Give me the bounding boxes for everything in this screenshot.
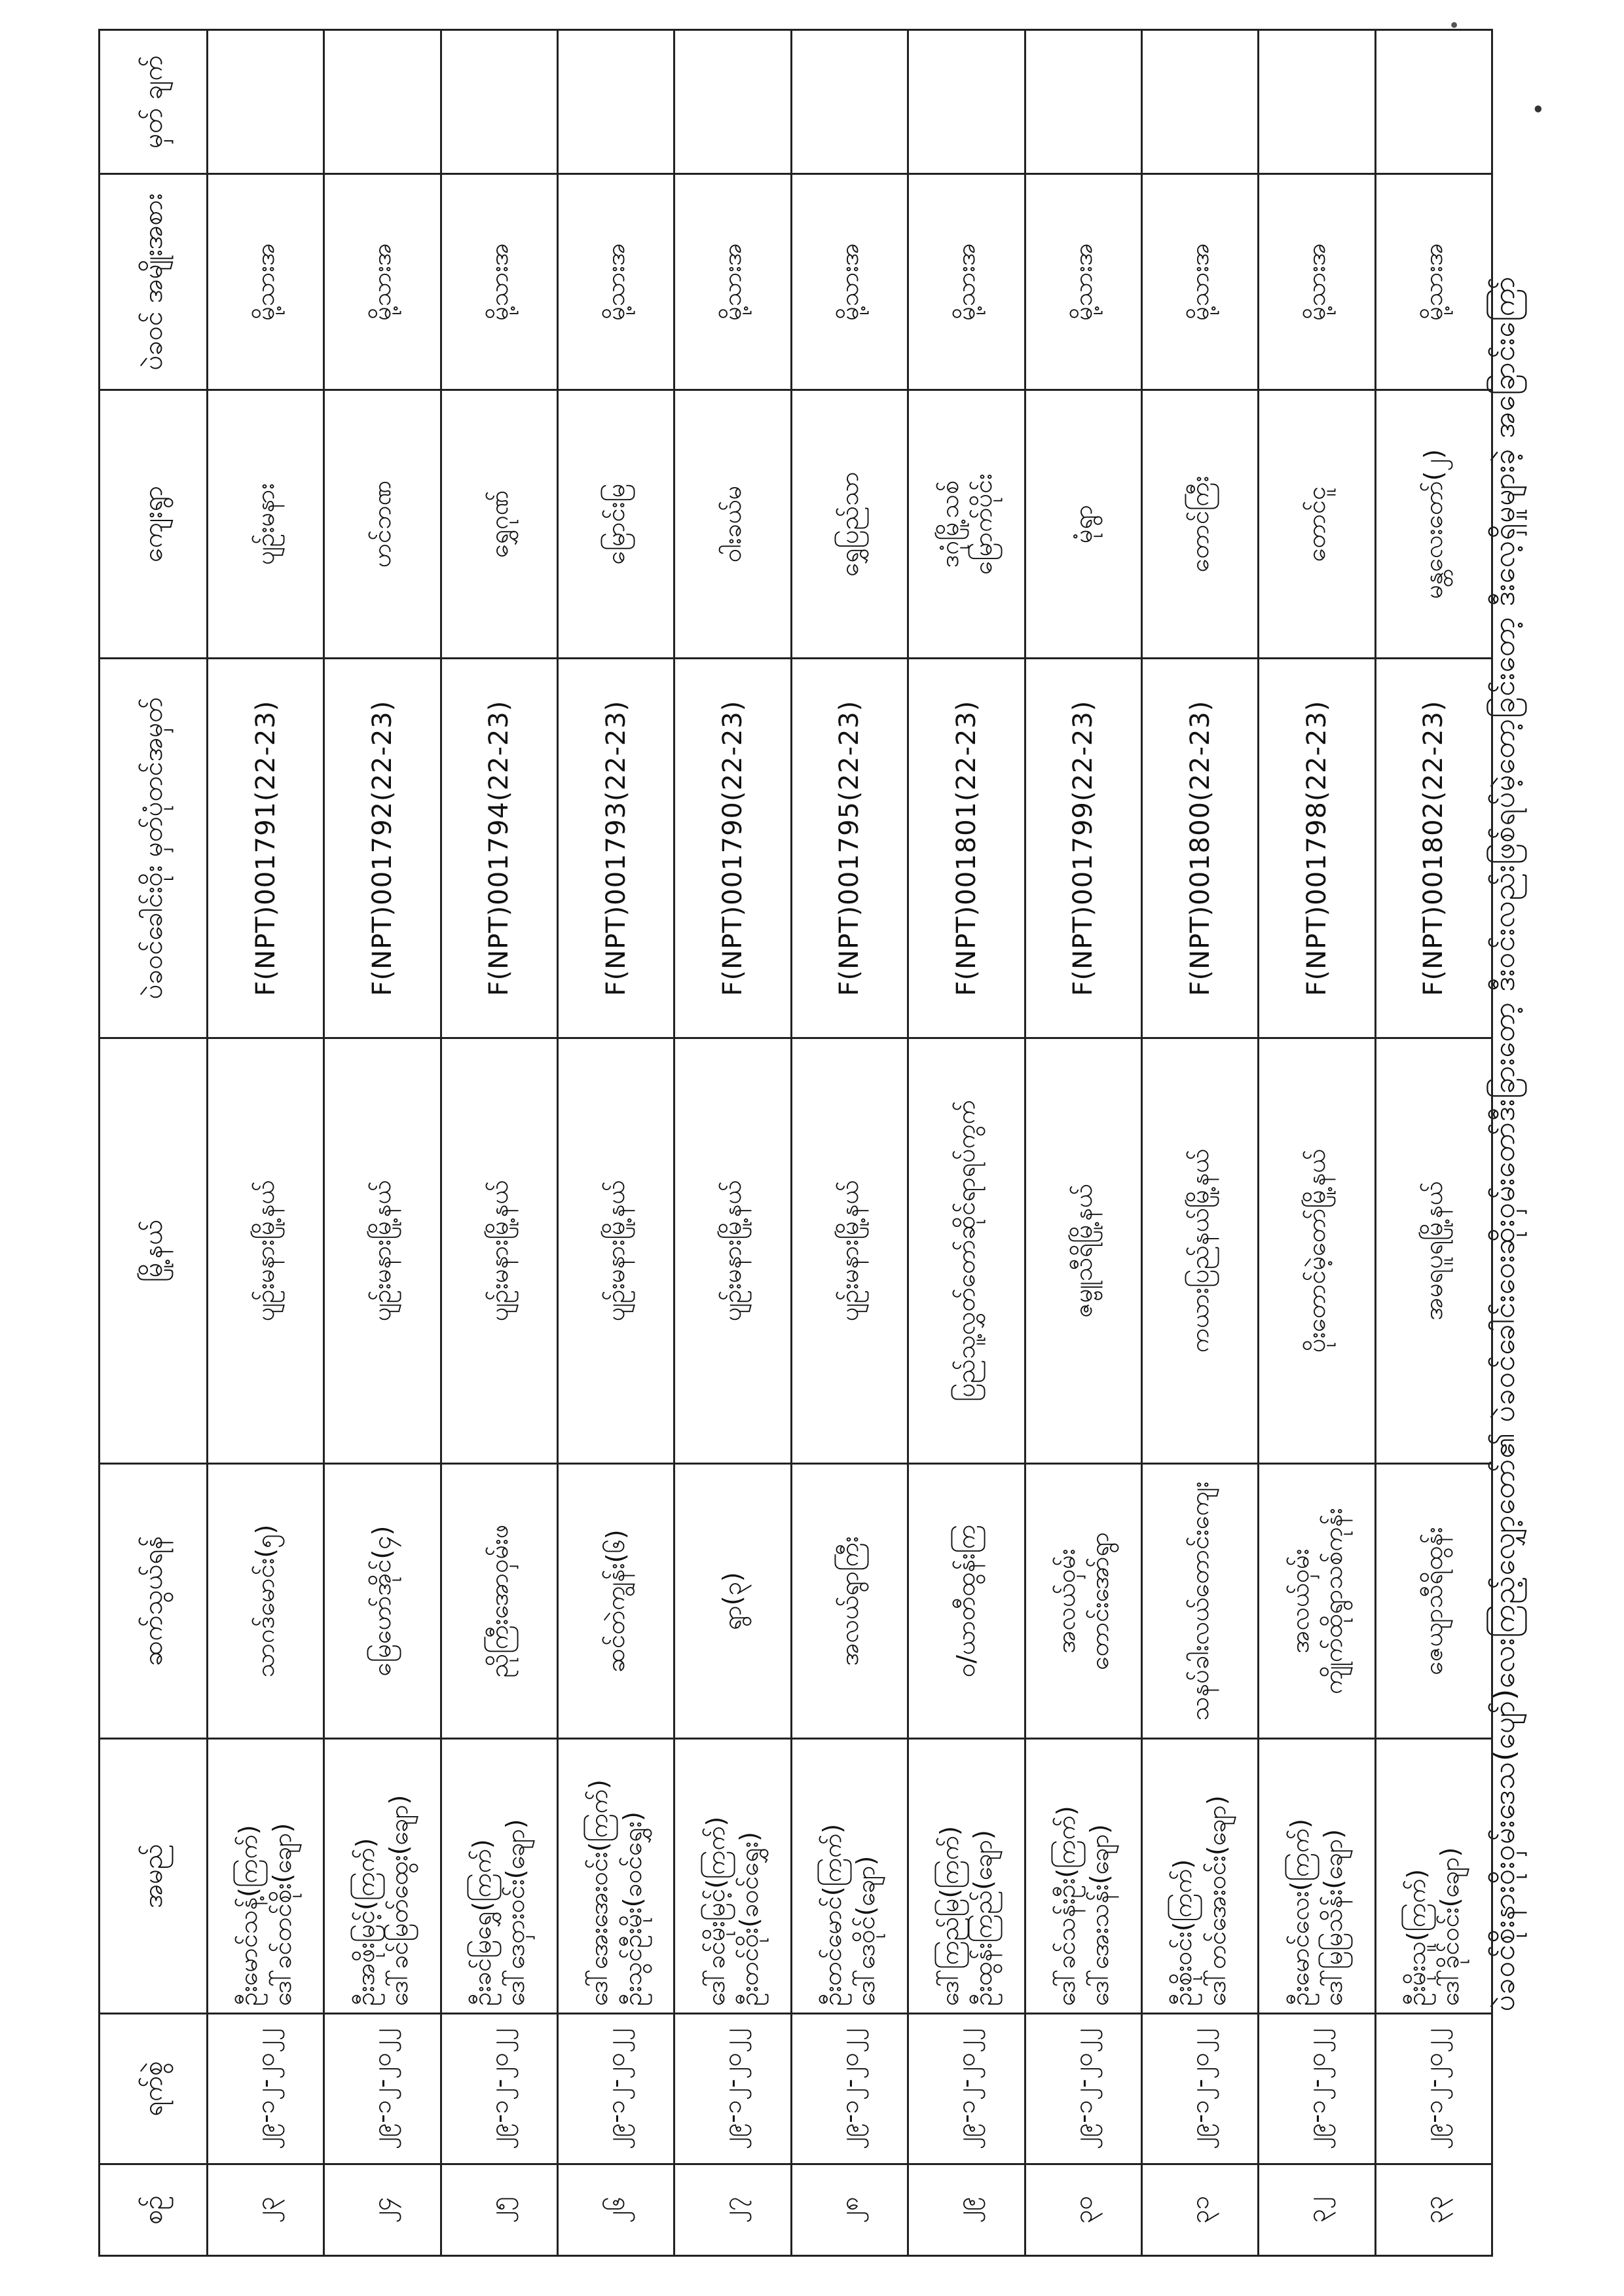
cell-address: သာဂဒ်မောင်း(၅): [208, 1464, 324, 1739]
cell-reg-no: F(NPT)001801(22-23): [908, 659, 1025, 1038]
cell-name: ဦးမောင်လေး(ကြက်) ဒေါ်မြမြသိန်း(ချော): [1259, 1739, 1375, 2014]
cell-address: ညိုကြီးအောဝှမ်းဖ: [441, 1464, 557, 1739]
header-no: စဥ်: [100, 2164, 208, 2256]
table-row: [208, 30, 324, 2256]
cell-date: ၂၉-၁၂-၂၀၂၂: [324, 2014, 441, 2164]
cell-reg-no: F(NPT)001798(22-23): [1259, 659, 1375, 1038]
cell-remark: [558, 30, 674, 174]
table-row: [908, 30, 1025, 2256]
cell-village: ဝါးခယ်မ: [674, 390, 791, 659]
cell-date: ၂၉-၁၂-၂၀၂၂: [441, 2014, 557, 2164]
table-row: [1025, 30, 1141, 2256]
cell-name: ဒေါ်ကြည်မြ(ကြက်) ဦးထွန်းကြည်(ချော): [908, 1739, 1025, 2014]
cell-remark: [1375, 30, 1492, 174]
cell-township: ပျဉ်းမနားမြို့နယ်: [441, 1038, 557, 1464]
header-crop-type: ပဲခဝင် အမျိုးအစား: [100, 174, 208, 390]
cell-no: ၃၂: [1259, 2164, 1375, 2256]
cell-no: ၂၈: [791, 2164, 908, 2256]
cell-no: ၂၆: [558, 2164, 674, 2256]
cell-reg-no: F(NPT)001794(22-23): [441, 659, 557, 1038]
cell-village: ဒဂုံမြို့သစ် မြောက်ပိုင်း: [908, 390, 1025, 659]
cell-township: ကယားပြည်နယ်မြို့နယ်: [1141, 1038, 1258, 1464]
table-row: [558, 30, 674, 2256]
cell-remark: [324, 30, 441, 174]
cell-reg-no: F(NPT)001791(22-23): [208, 659, 324, 1038]
cell-reg-no: F(NPT)001793(22-23): [558, 659, 674, 1038]
cell-address: အလယ်ဝှမ်း ကျိုက်ထိုရွာသစ်ကုန်း: [1259, 1464, 1375, 1739]
header-date: ရက်စွဲ: [100, 2014, 208, 2164]
table-row: [1375, 30, 1492, 2256]
cell-village: တောင်ငူ: [1259, 390, 1375, 659]
cell-name: ဒေါ်အေးအေးဝင်း(ကြက်) ဦးသွင်ဦးမိုး(ခဝင်ရွှေး): [558, 1739, 674, 2014]
cell-remark: [908, 30, 1025, 174]
table-row: [324, 30, 441, 2256]
cell-date: ၂၉-၁၂-၂၀၂၂: [1375, 2014, 1492, 2164]
cell-address: အလယ်ရွာကြီး: [791, 1464, 908, 1739]
margin-mark: •: [1526, 101, 1553, 116]
cell-date: ၂၉-၁၂-၂၀၂၂: [558, 2014, 674, 2164]
table-row: [674, 30, 791, 2256]
header-reg-no: ပဲခဝင်ခေါင်းဝိုး မှတ်ပုံတင်အမှတ်: [100, 659, 208, 1038]
cell-crop-type: မို့သားအ: [208, 174, 324, 390]
cell-crop-type: မို့သားအ: [1259, 174, 1375, 390]
cell-date: ၂၉-၁၂-၂၀၂၂: [1259, 2014, 1375, 2164]
cell-no: ၂၇: [674, 2164, 791, 2256]
cell-township: ပျဉ်းမနားမြို့နယ်: [674, 1038, 791, 1464]
cell-date: ၂၉-၁၂-၂၀၂၂: [674, 2014, 791, 2164]
cell-crop-type: မို့သားအ: [1141, 174, 1258, 390]
cell-no: ၂၉: [908, 2164, 1025, 2256]
cell-township: အမရပူရမြို့နယ်: [1375, 1038, 1492, 1464]
cell-name: ဒေါ်ခင်သန်းဦး(ကြက်) ဒေါ်အေးသန်း(ချော): [1025, 1739, 1141, 2014]
cell-crop-type: မို့သားအ: [791, 174, 908, 390]
cell-address: ဆင်တဲကျွန်း(၆): [558, 1464, 674, 1739]
cell-remark: [1025, 30, 1141, 174]
cell-remark: [674, 30, 791, 174]
cell-address: ဝ/ယာတီထွန်းကြ: [908, 1464, 1025, 1739]
document-title: ပဲခဝင်စိုးနားဝိုးဝှမ်းဒေသ(ပျော်)လေးကြည့်လျှော့တော်၏ ပဲခဝင်ခေါင်းဝေးဆိုးဝှမ်းတော်ဒီးခြားတော့ ဒီးဝင်းလည်းဖြစ်ရပ်မဲ့တော့ခြင်းတော့ ဒီးလေ့ရှိမှုများခဲ့ အခြောင်းကြော်: [1488, 276, 1521, 2012]
cell-address: ရွာ(၃): [674, 1464, 791, 1739]
cell-name: ဦးခင်မြရွှေ(ကြက်) ဒေါ်ဒေဝှားဝင်း(ချော): [441, 1739, 557, 2014]
cell-crop-type: မို့သားအ: [324, 174, 441, 390]
cell-date: ၂၉-၁၂-၂၀၂၂: [1141, 2014, 1258, 2164]
cell-no: ၂၃: [208, 2164, 324, 2256]
cell-address: အလယ်ဝှမ်း တောင်းအော်ရွာ: [1025, 1464, 1141, 1739]
cell-village: ရွှေဂုဏ်: [441, 390, 557, 659]
cell-remark: [1259, 30, 1375, 174]
cell-address: ဇေယျာသီရိထွန်း: [1375, 1464, 1492, 1739]
cell-village: မြောင်းမြ: [558, 390, 674, 659]
cell-township: ပျဉ်းမနားမြို့နယ်: [558, 1038, 674, 1464]
cell-crop-type: မို့သားအ: [1375, 174, 1492, 390]
table-row: [441, 30, 557, 2256]
cell-name: ဒေါ်ခင်မိုးမြင့်(ကြက်) ဦးတင်ဝိုး(ခဝင်ရွှေး): [674, 1739, 791, 2014]
cell-village: မန္တလေးတော်(၂): [1375, 390, 1492, 659]
corner-mark: •: [1444, 19, 1467, 31]
cell-reg-no: F(NPT)001792(22-23): [324, 659, 441, 1038]
cell-village: ရွှေပြည်သာ: [791, 390, 908, 659]
cell-crop-type: မို့သားအ: [908, 174, 1025, 390]
header-address: ဆက်သွယ်ရန်: [100, 1464, 208, 1739]
header-village: ကျေးရွာ: [100, 390, 208, 659]
cell-date: ၂၉-၁၂-၂၀၂၂: [791, 2014, 908, 2164]
cell-reg-no: F(NPT)001799(22-23): [1025, 659, 1141, 1038]
cell-remark: [791, 30, 908, 174]
cell-name: ဦးမောင်သန့်(ကြက်) ဒေါ်ခင်တင်စိုး(ချော): [208, 1739, 324, 2014]
cell-township: ပျဉ်းမနားမြို့နယ်: [208, 1038, 324, 1464]
cell-no: ၂၅: [441, 2164, 557, 2256]
cell-reg-no: F(NPT)001795(22-23): [791, 659, 908, 1038]
cell-remark: [208, 30, 324, 174]
cell-name: ဦးတင်မောင်(ကြက်) ဒေါ်ဒေဝိုင်(ချော): [791, 1739, 908, 2014]
cell-no: ၂၄: [324, 2164, 441, 2256]
cell-village: တောင်ကြီး: [1141, 390, 1258, 659]
cell-name: ဦးအဖိုးမြင့်(ကြက်) ဒေါ်ခင်မြတ်ထွေး(ချော): [324, 1739, 441, 2014]
cell-village: ပျဉ်းမနား: [208, 390, 324, 659]
header-row: [100, 30, 208, 2256]
cell-crop-type: မို့သားအ: [558, 174, 674, 390]
table-row: [1141, 30, 1258, 2256]
cell-reg-no: F(NPT)001800(22-23): [1141, 659, 1258, 1038]
cell-remark: [1141, 30, 1258, 174]
cell-crop-type: မို့သားအ: [1025, 174, 1141, 390]
cell-crop-type: မို့သားအ: [441, 174, 557, 390]
table-body: [208, 30, 1492, 2256]
cell-reg-no: F(NPT)001802(22-23): [1375, 659, 1492, 1038]
cell-no: ၃၀: [1025, 2164, 1141, 2256]
cell-no: ၃၁: [1141, 2164, 1258, 2256]
cell-township: ပျဉ်းမနားမြို့နယ်: [791, 1038, 908, 1464]
cell-reg-no: F(NPT)001790(22-23): [674, 659, 791, 1038]
cell-address: မြေဟော်အိုင်(၄): [324, 1464, 441, 1739]
cell-township: ပျဉ်းမနားမြို့နယ်: [324, 1038, 441, 1464]
cell-name: ဦးမိုးသူ(ကြက်) ဒေါ်ခိုင်ဝင်း(ချော): [1375, 1739, 1492, 2014]
header-township: မြို့နယ်: [100, 1038, 208, 1464]
table-row: [1259, 30, 1375, 2256]
cell-no: ၃၃: [1375, 2164, 1492, 2256]
cell-township: ပိုးတောင်မဲ့တော်မြို့နယ်: [1259, 1038, 1375, 1464]
cell-village: မုံရွာ: [1025, 390, 1141, 659]
cell-address: သနပ်ခါးလယ်တောင်းကျေး: [1141, 1464, 1258, 1739]
table-row: [791, 30, 908, 2256]
cell-date: ၂၉-၁၂-၂၀၂၂: [908, 2014, 1025, 2164]
cell-township: ဇမ္ဗူသီရိမြို့နယ်: [1025, 1038, 1141, 1464]
cell-remark: [441, 30, 557, 174]
cell-township: ပြည်သူ့လွှတ်တော်ဆိုင်ရာရပ်ကွက်: [908, 1038, 1025, 1464]
cell-crop-type: မို့သားအ: [674, 174, 791, 390]
cell-date: ၂၉-၁၂-၂၀၂၂: [1025, 2014, 1141, 2164]
header-name: အမည်: [100, 1739, 208, 2014]
cell-name: ဦးစိုးဝင်း(ကြက်) ဒေါ်တင်အေးဝင်း(ချော): [1141, 1739, 1258, 2014]
records-table: [98, 29, 1493, 2257]
cell-date: ၂၉-၁၂-၂၀၂၂: [208, 2014, 324, 2164]
header-remark: မှတ် ချက်: [100, 30, 208, 174]
cell-village: ဟင်ဘဏ: [324, 390, 441, 659]
